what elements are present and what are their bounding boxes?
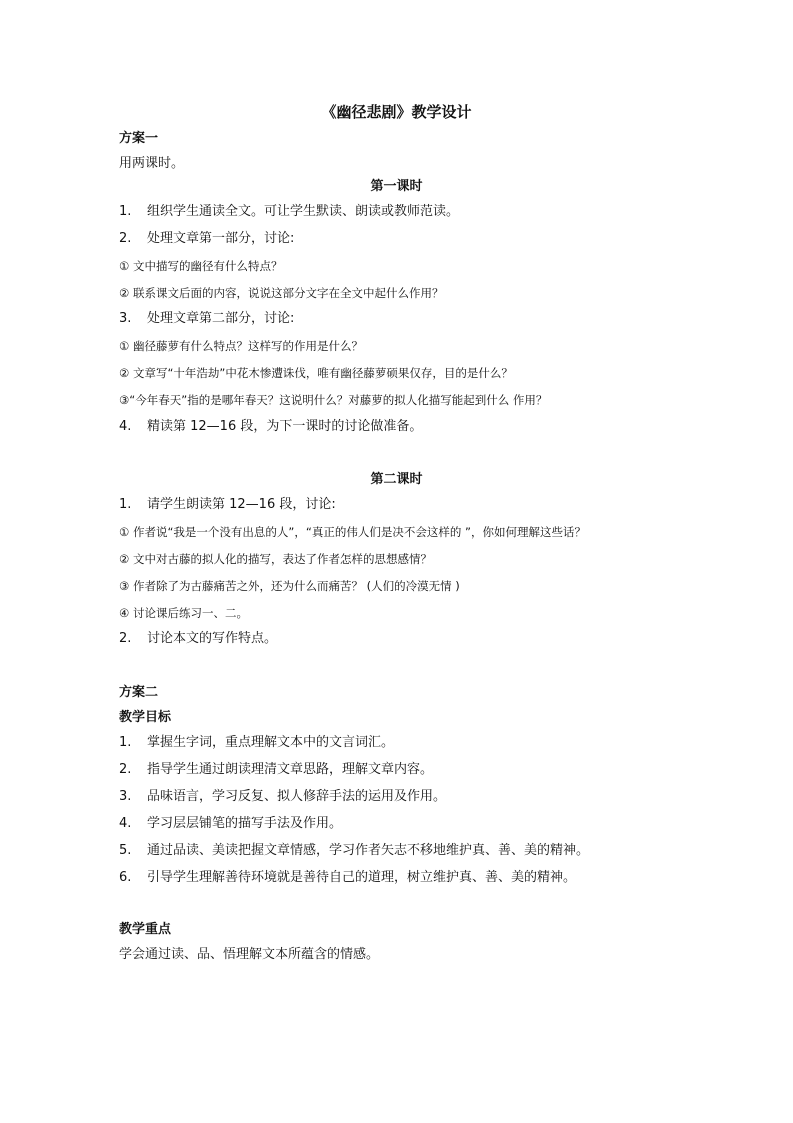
lesson2-item-1-question-2: ② 文中对古藤的拟人化的描写，表达了作者怎样的思想感情？ bbox=[119, 552, 432, 566]
list-text: 组织学生通读全文。可让学生默读、朗读或教师范读。 bbox=[147, 204, 460, 219]
lesson2-item-1 bbox=[119, 496, 336, 514]
key-points-heading: 教学重点 bbox=[119, 922, 172, 937]
list-text: 通过品读、美读把握文章情感，学习作者矢志不移地维护真、善、美的精神。 bbox=[147, 843, 590, 858]
lesson1-item-3 bbox=[119, 310, 294, 328]
list-text: 学习层层铺笔的描写手法及作用。 bbox=[147, 816, 343, 831]
key-points-text: 学会通过读、品、悟理解文本所蕴含的情感。 bbox=[119, 947, 380, 962]
lesson1-item-4 bbox=[119, 418, 422, 436]
list-text: 引导学生理解善待环境就是善待自己的道理，树立维护真、善、美的精神。 bbox=[147, 870, 577, 885]
plan2-heading: 方案二 bbox=[119, 685, 159, 700]
list-text: 处理文章第二部分，讨论: bbox=[147, 311, 295, 326]
goals-heading: 教学目标 bbox=[119, 710, 172, 725]
lesson1-item-3-question-2: ② 文章写“十年浩劫”中花木惨遭诛伐，唯有幽径藤萝硕果仅存，目的是什么？ bbox=[119, 366, 513, 380]
list-number: 3. bbox=[119, 789, 132, 804]
lesson1-item-2-question-1: ① 文中描写的幽径有什么特点？ bbox=[119, 259, 283, 273]
plan1-heading: 方案一 bbox=[119, 131, 159, 146]
list-number: 1. bbox=[119, 735, 132, 750]
list-number: 5. bbox=[119, 843, 132, 858]
goal-item bbox=[119, 734, 394, 752]
lesson1-item-2-question-2: ② 联系课文后面的内容，说说这部分文字在全文中起什么作用？ bbox=[119, 286, 444, 300]
lesson2-heading: 第二课时 bbox=[370, 472, 423, 487]
plan1-intro: 用两课时。 bbox=[119, 156, 185, 171]
list-text: 掌握生字词，重点理解文本中的文言词汇。 bbox=[147, 735, 395, 750]
list-text: 讨论本文的写作特点。 bbox=[147, 631, 278, 646]
page-title: 《幽径悲剧》教学设计 bbox=[321, 103, 472, 121]
list-text: 精读第 12—16 段，为下一课时的讨论做准备。 bbox=[147, 419, 423, 434]
goal-item bbox=[119, 869, 576, 887]
goal-item bbox=[119, 788, 446, 806]
lesson2-item-1-question-1: ① 作者说“我是一个没有出息的人”，“真正的伟人们是决不会这样的 ”，你如何理解这些话？ bbox=[119, 525, 586, 539]
lesson1-heading: 第一课时 bbox=[370, 179, 423, 194]
goal-item bbox=[119, 815, 342, 833]
list-number: 2. bbox=[119, 762, 132, 777]
lesson1-item-1 bbox=[119, 203, 459, 221]
goal-item bbox=[119, 761, 433, 779]
list-number: 2. bbox=[119, 631, 132, 646]
list-text: 指导学生通过朗读理清文章思路，理解文章内容。 bbox=[147, 762, 434, 777]
list-number: 2. bbox=[119, 231, 132, 246]
list-text: 请学生朗读第 12—16 段，讨论: bbox=[147, 497, 336, 512]
lesson1-item-3-question-3: ③“今年春天”指的是哪年春天？这说明什么？对藤萝的拟人化描写能起到什么 作用？ bbox=[119, 393, 548, 407]
lesson1-item-2 bbox=[119, 230, 294, 248]
lesson1-item-3-question-1: ① 幽径藤萝有什么特点？这样写的作用是什么？ bbox=[119, 339, 363, 353]
list-number: 6. bbox=[119, 870, 132, 885]
lesson2-item-2 bbox=[119, 630, 277, 648]
list-number: 4. bbox=[119, 419, 132, 434]
list-number: 3. bbox=[119, 311, 132, 326]
list-number: 1. bbox=[119, 204, 132, 219]
lesson2-item-1-question-3: ③ 作者除了为古藤痛苦之外，还为什么而痛苦？ (人们的冷漠无情 ) bbox=[119, 579, 460, 593]
list-number: 4. bbox=[119, 816, 132, 831]
list-text: 品味语言，学习反复、拟人修辞手法的运用及作用。 bbox=[147, 789, 447, 804]
lesson2-item-1-question-4: ④ 讨论课后练习一、二。 bbox=[119, 606, 248, 620]
list-number: 1. bbox=[119, 497, 132, 512]
list-text: 处理文章第一部分，讨论: bbox=[147, 231, 295, 246]
goal-item bbox=[119, 842, 589, 860]
